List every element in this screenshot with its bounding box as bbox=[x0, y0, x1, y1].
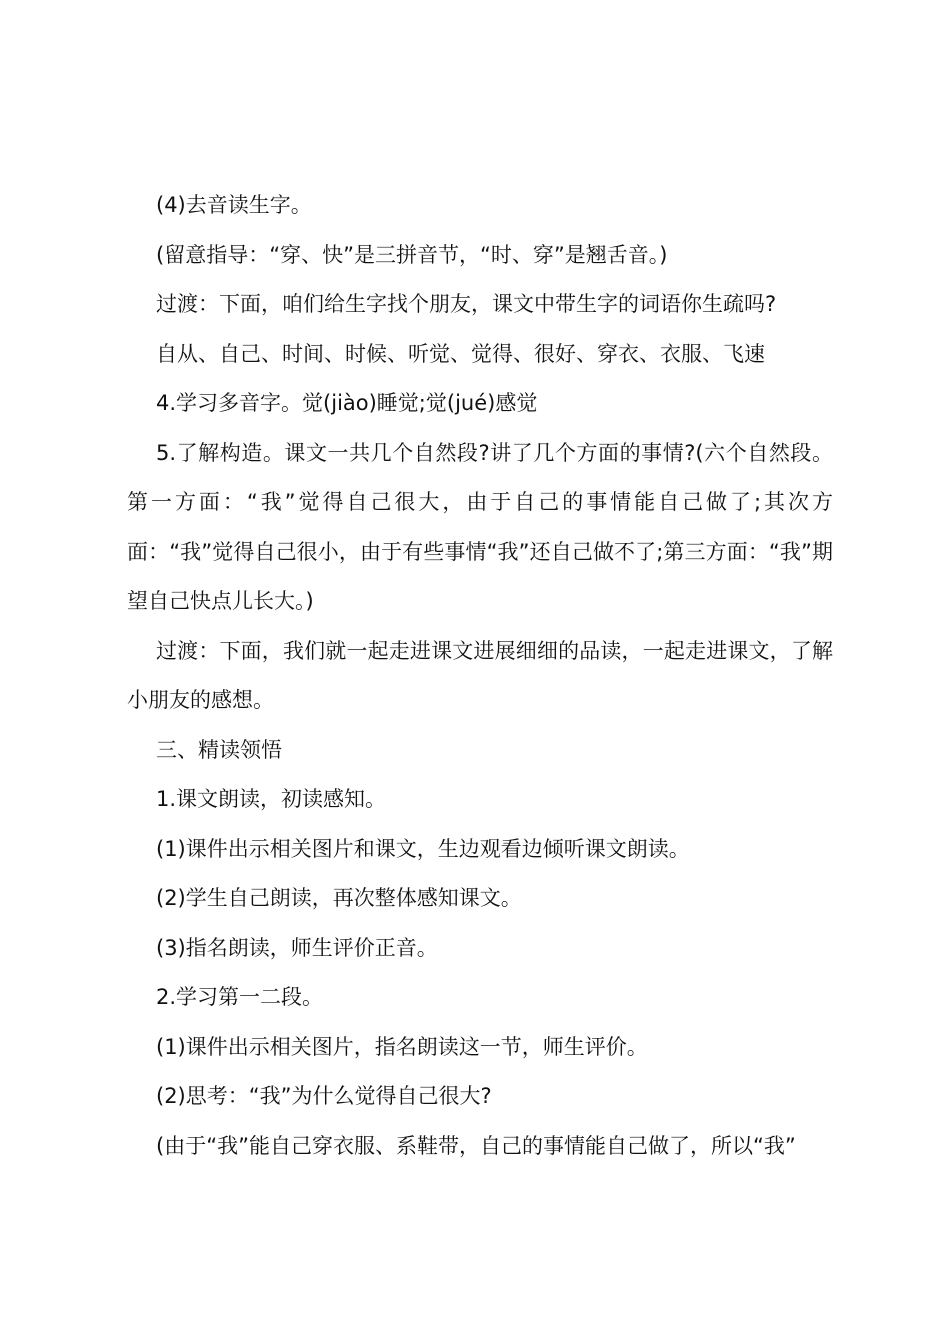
document-body bbox=[127, 181, 833, 1171]
paragraph-transition-words: 过渡：下面，咱们给生字找个朋友，课文中带生字的词语你生疏吗? bbox=[156, 292, 777, 316]
paragraph-named-reading: (3)指名朗读，师生评价正音。 bbox=[156, 935, 438, 960]
paragraph-polyphonic-chars: 4.学习多音字。觉(jiào)睡觉;觉(jué)感觉 bbox=[156, 391, 538, 415]
paragraph-answer-start: (由于“我”能自己穿衣服、系鞋带，自己的事情能自己做了，所以“我” bbox=[156, 1133, 796, 1158]
paragraph-pronunciation-note: (留意指导：“穿、快”是三拼音节，“时、穿”是翘舌音。) bbox=[156, 242, 668, 267]
section-heading-close-reading: 三、精读领悟 bbox=[156, 737, 282, 762]
paragraph-courseware-listen: (1)课件出示相关图片和课文，生边观看边倾听课文朗读。 bbox=[156, 836, 690, 861]
paragraph-read-aloud: 1.课文朗读，初读感知。 bbox=[156, 787, 387, 811]
paragraph-student-reading: (2)学生自己朗读，再次整体感知课文。 bbox=[156, 886, 522, 910]
paragraph-think-question: (2)思考：“我”为什么觉得自己很大? bbox=[156, 1084, 492, 1108]
paragraph-study-sections: 2.学习第一二段。 bbox=[156, 985, 324, 1009]
paragraph-transition-reading: 过渡：下面，我们就一起走进课文进展细细的品读，一起走进课文，了解小朋友的感想。 bbox=[127, 638, 833, 712]
paragraph-read-without-tone: (4)去音读生字。 bbox=[156, 193, 312, 217]
paragraph-word-list: 自从、自己、时间、时候、听觉、觉得、很好、穿衣、衣服、飞速 bbox=[156, 341, 765, 366]
paragraph-courseware-images: (1)课件出示相关图片，指名朗读这一节，师生评价。 bbox=[156, 1034, 648, 1059]
paragraph-text-structure: 5.了解构造。课文一共几个自然段?讲了几个方面的事情?(六个自然段。第一方面：“我”觉得自己很大，由于自己的事情能自己做了;其次方面：“我”觉得自己很小，由于有些事情“我”还自己做不了;第三方面：“我”期望自己快点儿长大。) bbox=[127, 440, 833, 613]
